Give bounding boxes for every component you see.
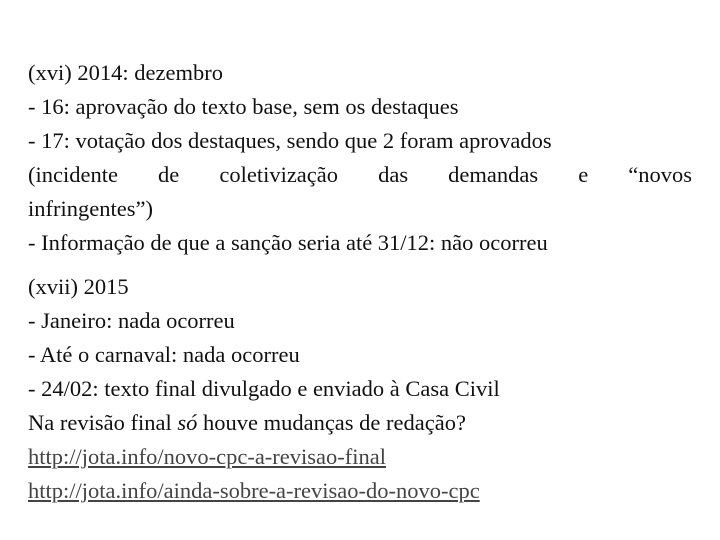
section-xvi-item-17-line2: (incidente de coletivização das demandas e “novos [28,162,692,187]
section-xvii-heading: (xvii) 2015 [28,274,129,299]
section-xvii-item-carnaval: - Até o carnaval: nada ocorreu [28,342,300,367]
link-row-2 [28,474,692,508]
section-xvii-item-janeiro: - Janeiro: nada ocorreu [28,308,235,333]
question-emphasis: só [177,410,198,435]
section-xvii-item-texto-final: - 24/02: texto final divulgado e enviado à Casa Civil [28,376,500,401]
section-xvi-heading: (xvi) 2014: dezembro [28,60,223,85]
section-xvii-question [28,406,692,440]
link-ainda-sobre-revisao[interactable]: http://jota.info/ainda-sobre-a-revisao-do-novo-cpc [28,478,480,503]
question-text-before: Na revisão final [28,410,178,435]
question-text-after: houve mudanças de redação? [197,410,466,435]
link-novo-cpc-revisao-final[interactable]: http://jota.info/novo-cpc-a-revisao-final [28,444,387,469]
section-xvii [28,270,692,508]
section-xvi-item-16: - 16: aprovação do texto base, sem os destaques [28,94,459,119]
section-xvi-item-17-line3: infringentes”) [28,196,153,221]
section-xvi [28,56,692,260]
slide-content [28,56,692,508]
section-xvi-item-17-line1: - 17: votação dos destaques, sendo que 2 foram aprovados [28,128,552,153]
link-row-1 [28,440,692,474]
section-xvi-item-sancao: - Informação de que a sanção seria até 31/12: não ocorreu [28,230,548,255]
